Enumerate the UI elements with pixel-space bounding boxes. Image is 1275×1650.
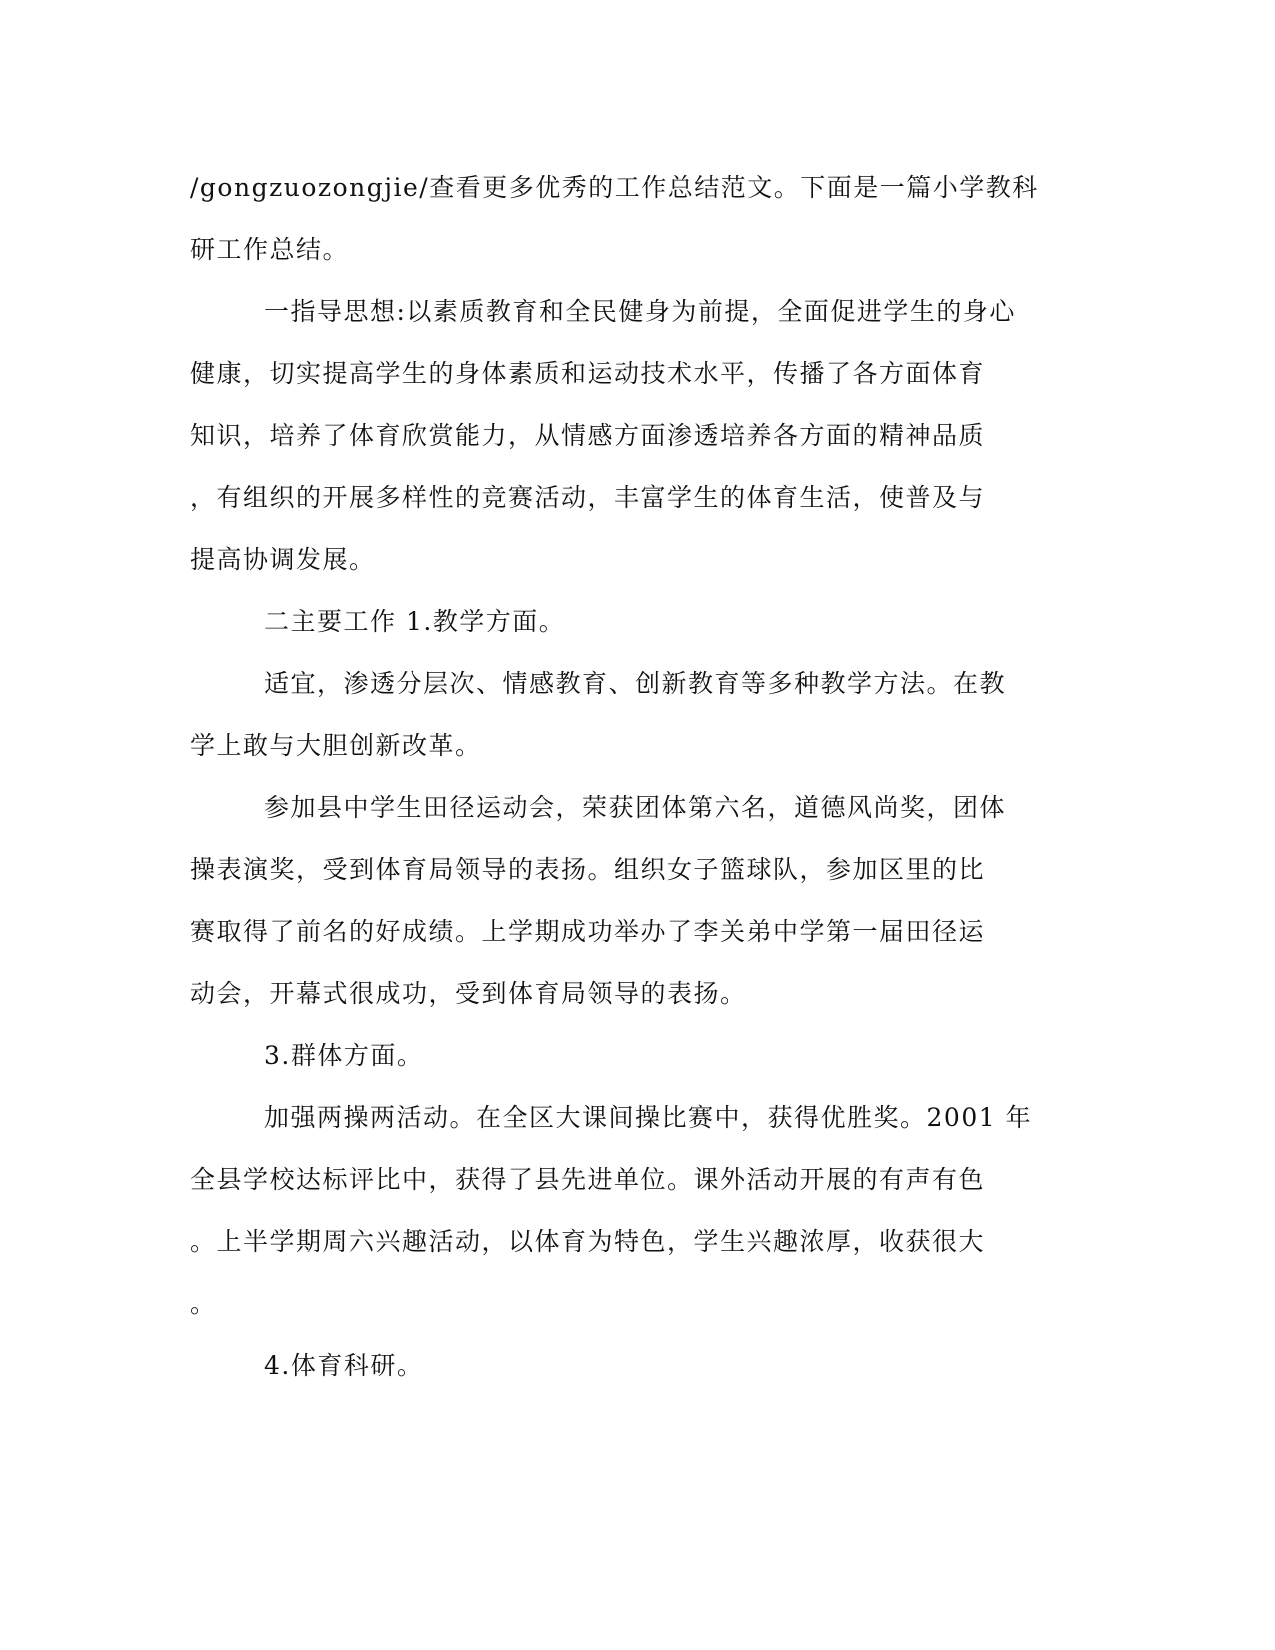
text-line: 3.群体方面。 (264, 1041, 424, 1070)
text-line: 适宜，渗透分层次、情感教育、创新教育等多种教学方法。在教 (264, 669, 1007, 698)
text-line: 操表演奖，受到体育局领导的表扬。组织女子篮球队，参加区里的比 (190, 855, 986, 884)
text-line: /gongzuozongjie/查看更多优秀的工作总结范文。下面是一篇小学教科 (190, 173, 1039, 202)
text-line: 提高协调发展。 (190, 545, 376, 574)
text-line: 知识，培养了体育欣赏能力，从情感方面渗透培养各方面的精神品质 (190, 421, 986, 450)
text-line: 学上敢与大胆创新改革。 (190, 731, 482, 760)
text-line: ，有组织的开展多样性的竞赛活动，丰富学生的体育生活，使普及与 (190, 483, 986, 512)
text-line: 一指导思想:以素质教育和全民健身为前提，全面促进学生的身心 (264, 297, 1016, 326)
text-line: 。 (190, 1289, 217, 1318)
text-line: 参加县中学生田径运动会，荣获团体第六名，道德风尚奖，团体 (264, 793, 1007, 822)
text-line: 4.体育科研。 (264, 1351, 424, 1380)
text-line: 动会，开幕式很成功，受到体育局领导的表扬。 (190, 979, 747, 1008)
text-line: 二主要工作 1.教学方面。 (264, 607, 566, 636)
text-line: 全县学校达标评比中，获得了县先进单位。课外活动开展的有声有色 (190, 1165, 986, 1194)
text-line: 赛取得了前名的好成绩。上学期成功举办了李关弟中学第一届田径运 (190, 917, 986, 946)
document-body (190, 168, 1090, 1408)
text-line: 研工作总结。 (190, 235, 350, 264)
text-line: 。上半学期周六兴趣活动，以体育为特色，学生兴趣浓厚，收获很大 (190, 1227, 986, 1256)
text-line: 健康，切实提高学生的身体素质和运动技术水平，传播了各方面体育 (190, 359, 986, 388)
text-line: 加强两操两活动。在全区大课间操比赛中，获得优胜奖。2001 年 (264, 1103, 1033, 1132)
